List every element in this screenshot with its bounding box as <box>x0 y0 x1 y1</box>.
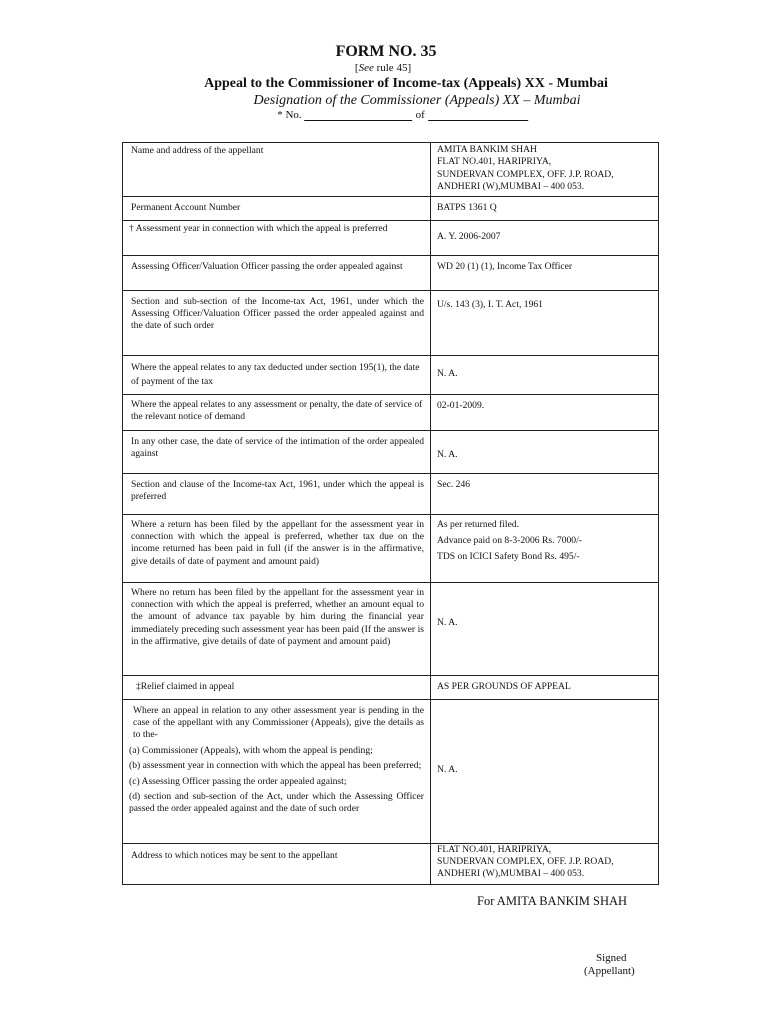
see-word: See <box>358 62 374 74</box>
label-demand-notice: Where the appeal relates to any assessment or penalty, the date of service of the relevant notice of demand <box>123 394 431 430</box>
value-assessing-officer: WD 20 (1) (1), Income Tax Officer <box>431 255 659 290</box>
number-blank <box>305 109 413 121</box>
value-notice-address <box>431 843 659 884</box>
of-blank <box>428 109 528 121</box>
advance-paid: Advance paid on 8-3-2006 Rs. 7000/- <box>437 535 582 547</box>
value-section-clause: Sec. 246 <box>431 473 659 514</box>
label-other-case: In any other case, the date of service of the intimation of the order appealed against <box>123 430 431 473</box>
notice-address-line-3: ANDHERI (W),MUMBAI – 400 053. <box>437 868 585 880</box>
row-section-clause <box>123 473 659 514</box>
form-title: FORM NO. 35 <box>335 43 437 60</box>
value-relief-claimed: AS PER GROUNDS OF APPEAL <box>431 675 659 699</box>
row-section-order <box>123 290 659 355</box>
sub-item-d: (d) section and sub-section of the Act, under which the Assessing Officer passed the order appealed against and the date of such order <box>129 791 424 815</box>
label-pending-appeal <box>123 699 431 843</box>
address-line-1: FLAT NO.401, HARIPRIYA, <box>437 156 552 168</box>
row-notice-address <box>123 843 659 884</box>
see-prefix: [ <box>354 62 359 74</box>
value-demand-notice: 02-01-2009. <box>431 394 659 430</box>
row-pending-appeal <box>123 699 659 843</box>
value-other-case: N. A. <box>431 430 659 473</box>
appellant-name: AMITA BANKIM SHAH <box>437 144 537 155</box>
row-relief-claimed <box>123 675 659 699</box>
row-no-return <box>123 582 659 675</box>
row-return-filed <box>123 514 659 582</box>
see-rule <box>355 62 411 74</box>
see-rule-text: rule 45] <box>373 62 412 74</box>
appeal-title: Appeal to the Commissioner of Income-tax (Appeals) XX - Mumbai <box>204 76 608 91</box>
label-return-filed: Where a return has been filed by the appellant for the assessment year in connection with which the appeal is preferred, whether tax due on the income returned has been paid in full (if the answer is in the affirmative, give details of date of payment and amount paid) <box>123 514 431 582</box>
label-no-return: Where no return has been filed by the appellant for the assessment year in connection with which the appeal is preferred, whether an amount equal to the amount of advance tax payable by him during the financial year immediately preceding such assessment year has been paid (If the answer is in the affirmative, give details of date of payment and amount paid) <box>123 582 431 675</box>
value-tax-deducted: N. A. <box>431 355 659 394</box>
label-pan: Permanent Account Number <box>123 196 431 220</box>
appellant-label: (Appellant) <box>584 965 635 977</box>
of-label: of <box>415 109 425 121</box>
row-assessment-year <box>123 220 659 255</box>
number-line <box>277 109 531 121</box>
row-other-case <box>123 430 659 473</box>
signed-label: Signed <box>596 952 627 964</box>
label-notice-address: Address to which notices may be sent to the appellant <box>123 843 431 884</box>
row-assessing-officer <box>123 255 659 290</box>
tds-amount: TDS on ICICI Safety Bond Rs. 495/- <box>437 551 580 563</box>
value-no-return: N. A. <box>431 582 659 675</box>
row-demand-notice <box>123 394 659 430</box>
number-label: * No. <box>277 109 302 121</box>
label-tax-deducted: Where the appeal relates to any tax deducted under section 195(1), the date of payment of the tax <box>123 355 431 394</box>
return-status: As per returned filed. <box>437 518 520 530</box>
value-assessment-year: A. Y. 2006-2007 <box>431 220 659 255</box>
label-section-order: Section and sub-section of the Income-tax Act, 1961, under which the Assessing Officer/Valuation Officer passed the order appealed against and the date of such order <box>123 290 431 355</box>
address-line-2: SUNDERVAN COMPLEX, OFF. J.P. ROAD, <box>437 168 614 180</box>
label-relief-claimed: ‡Relief claimed in appeal <box>123 675 431 699</box>
label-assessing-officer: Assessing Officer/Valuation Officer passing the order appealed against <box>123 255 431 290</box>
value-return-filed <box>431 514 659 582</box>
for-appellant-line: For AMITA BANKIM SHAH <box>477 894 628 908</box>
sub-item-c: (c) Assessing Officer passing the order appealed against; <box>129 775 347 787</box>
pending-appeal-intro: Where an appeal in relation to any other assessment year is pending in the case of the appellant with any Commissioner (Appeals), give the details as to the- <box>133 704 424 741</box>
sub-item-b: (b) assessment year in connection with which the appeal has been preferred; <box>129 760 422 772</box>
appeal-form-table <box>122 142 659 885</box>
notice-address-line-2: SUNDERVAN COMPLEX, OFF. J.P. ROAD, <box>437 856 614 868</box>
row-pan <box>123 196 659 220</box>
label-appellant-name: Name and address of the appellant <box>123 143 431 197</box>
label-section-clause: Section and clause of the Income-tax Act, 1961, under which the appeal is preferred <box>123 473 431 514</box>
row-tax-deducted <box>123 355 659 394</box>
row-appellant-name <box>123 143 659 197</box>
label-assessment-year: † Assessment year in connection with which the appeal is preferred <box>123 220 431 255</box>
commissioner-designation: Designation of the Commissioner (Appeals) XX – Mumbai <box>253 93 581 108</box>
sub-item-a: (a) Commissioner (Appeals), with whom the appeal is pending; <box>129 744 373 756</box>
value-pending-appeal: N. A. <box>431 699 659 843</box>
value-appellant-name <box>431 143 659 197</box>
value-section-order: U/s. 143 (3), I. T. Act, 1961 <box>431 290 659 355</box>
address-line-3: ANDHERI (W),MUMBAI – 400 053. <box>437 181 585 193</box>
value-pan: BATPS 1361 Q <box>431 196 659 220</box>
notice-address-line-1: FLAT NO.401, HARIPRIYA, <box>437 843 552 855</box>
